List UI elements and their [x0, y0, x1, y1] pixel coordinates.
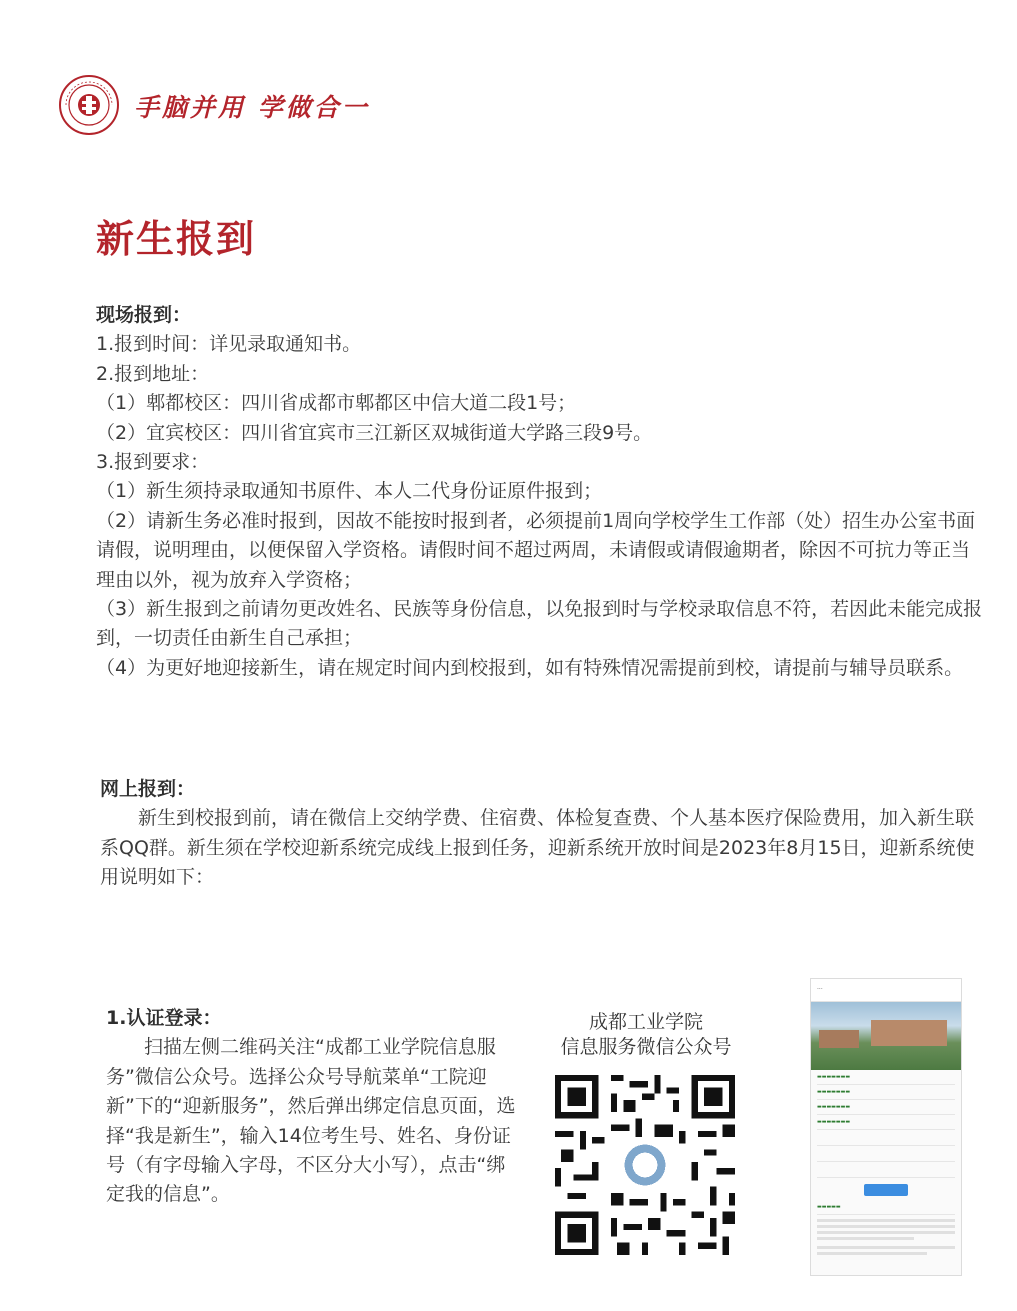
online-body: 新生到校报到前，请在微信上交纳学费、住宿费、体检复查费、个人基本医疗保险费用，加入新生联系QQ群。新生须在学校迎新系统完成线上报到任务，迎新系统开放时间是2023年8月15日，迎新系统使用说明如下： [100, 807, 975, 889]
online-heading: 网上报到： [100, 778, 196, 800]
onsite-heading: 现场报到： [96, 304, 192, 326]
qr-caption [548, 1010, 744, 1060]
phone-menu-row: ▬▬▬▬▬▬▬ [817, 1085, 955, 1100]
onsite-line: （1）郫都校区：四川省成都市郫都区中信大道二段1号； [96, 392, 577, 415]
qr-caption-line2: 信息服务微信公众号 [560, 1036, 732, 1058]
school-logo [58, 74, 120, 136]
onsite-line: （3）新生报到之前请勿更改姓名、民族等身份信息，以免报到时与学校录取信息不符，若因此未能完成报到，一切责任由新生自己承担； [96, 598, 983, 650]
phone-screenshot [810, 978, 962, 1276]
onsite-line: （2）宜宾校区：四川省宜宾市三江新区双城街道大学路三段9号。 [96, 421, 653, 444]
phone-menu-row: ▬▬▬▬▬▬▬ [817, 1100, 955, 1115]
step1-heading: 1.认证登录： [106, 1007, 222, 1029]
step1-section [106, 1004, 516, 1210]
phone-input-field [817, 1132, 955, 1146]
phone-menu-row: ▬▬▬▬▬▬▬ [817, 1115, 955, 1130]
onsite-line: 1.报到时间：详见录取通知书。 [96, 333, 362, 356]
phone-menu-row: ▬▬▬▬▬ [817, 1200, 955, 1215]
onsite-line: 3.报到要求： [96, 451, 210, 474]
online-section [100, 775, 975, 893]
school-slogan: 手脑并用 学做合一 [134, 93, 370, 122]
campus-photo [811, 1002, 961, 1070]
step1-body: 扫描左侧二维码关注“成都工业学院信息服务”微信公众号。选择公众号导航菜单“工院迎新”下的“迎新服务”，然后弹出绑定信息页面，选择“我是新生”，输入14位考生号、姓名、身份证号（有字母输入字母，不区分大小写），点击“绑定我的信息”。 [106, 1036, 516, 1206]
phone-input-field [817, 1164, 955, 1178]
phone-menu-row: ▬▬▬▬▬▬▬ [817, 1070, 955, 1085]
onsite-line: （4）为更好地迎接新生，请在规定时间内到校报到，如有特殊情况需提前到校，请提前与辅导员联系。 [96, 656, 964, 679]
onsite-line: （1）新生须持录取通知书原件、本人二代身份证原件报到； [96, 480, 603, 503]
phone-notes [817, 1219, 955, 1255]
phone-title-bar: ··· [811, 979, 961, 1002]
onsite-section [96, 301, 986, 683]
qr-caption-line1: 成都工业学院 [588, 1011, 703, 1033]
page-title: 新生报到 [96, 216, 257, 261]
phone-input-field [817, 1148, 955, 1162]
phone-bind-button [864, 1184, 908, 1196]
wechat-qr-code[interactable] [552, 1075, 738, 1255]
onsite-line: 2.报到地址： [96, 362, 210, 385]
onsite-line: （2）请新生务必准时报到，因故不能按时报到者，必须提前1周向学校学生工作部（处）招生办公室书面请假，说明理由，以便保留入学资格。请假时间不超过两周，未请假或请假逾期者，除因不可抗力等正当理由以外，视为放弃入学资格； [96, 509, 976, 591]
